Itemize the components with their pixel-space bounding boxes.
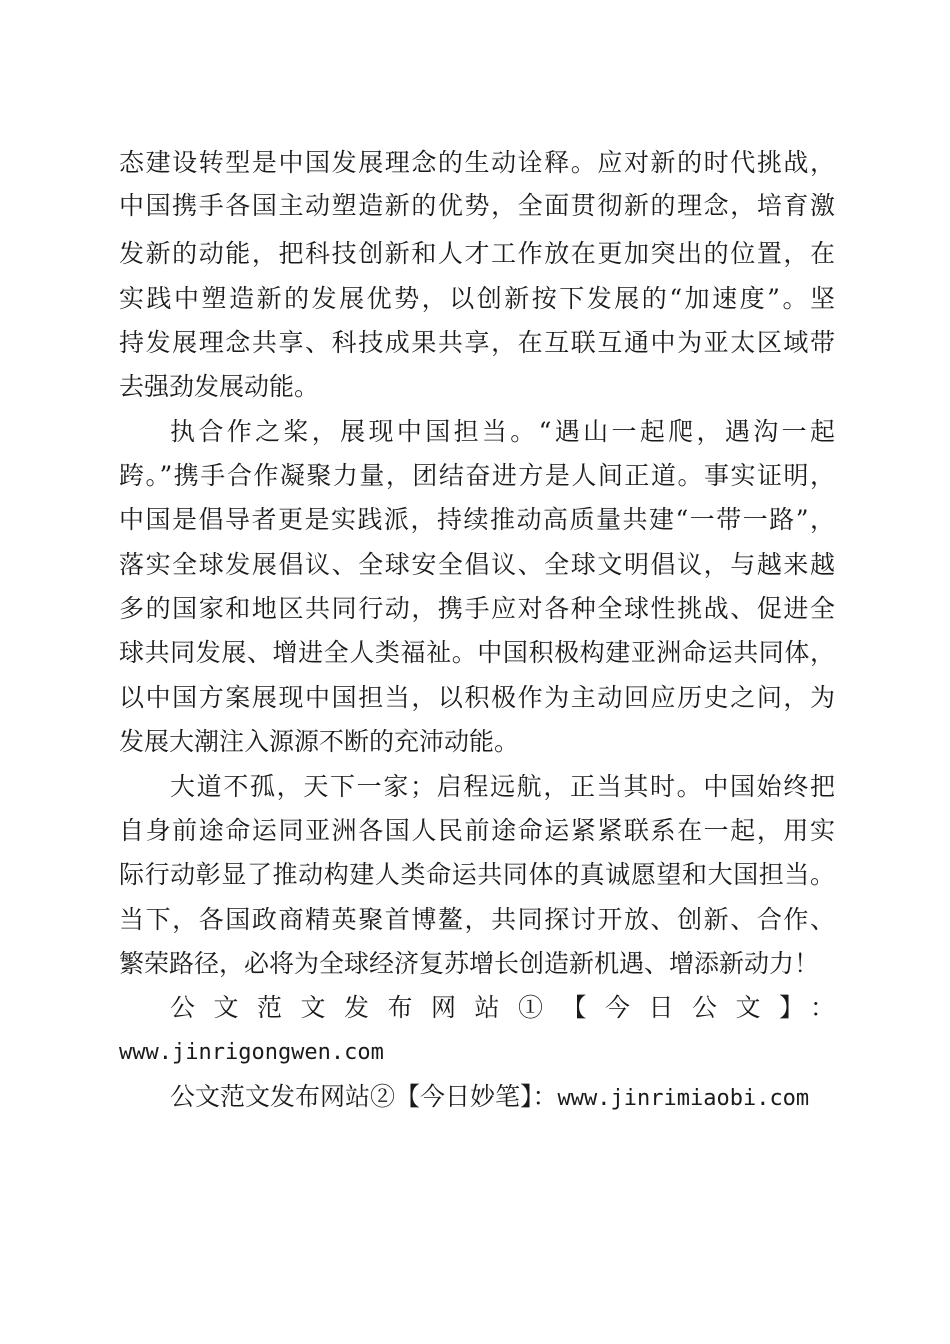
footer-site2-label: 公文范文发布网站②【今日妙笔】：: [170, 1082, 558, 1111]
paragraph-2-line-4: 落实全球发展倡议、全球安全倡议、全球文明倡议，与越来越: [119, 550, 835, 579]
paragraph-3-line-1: 大道不孤，天下一家；启程远航，正当其时。中国始终把: [170, 772, 835, 801]
paragraph-1-line-4: 实践中塑造新的发展优势，以创新按下发展的“加速度”。坚: [119, 284, 835, 313]
footer-site1-url[interactable]: www.jinrigongwen.com: [119, 1040, 384, 1065]
paragraph-2-line-6: 球共同发展、增进全人类福祉。中国积极构建亚洲命运共同体，: [119, 638, 835, 667]
paragraph-3-line-5: 繁荣路径，必将为全球经济复苏增长创造新机遇、增添新动力！: [119, 949, 820, 978]
paragraph-1-line-2: 中国携手各国主动塑造新的优势，全面贯彻新的理念，培育激: [119, 191, 835, 220]
paragraph-2-line-1: 执合作之桨，展现中国担当。“遇山一起爬，遇沟一起: [170, 417, 835, 446]
paragraph-2-line-2: 跨。”携手合作凝聚力量，团结奋进方是人间正道。事实证明，: [119, 461, 835, 490]
paragraph-3-line-4: 当下，各国政商精英聚首博鳌，共同探讨开放、创新、合作、: [119, 905, 835, 934]
paragraph-3-line-3: 际行动彰显了推动构建人类命运共同体的真诚愿望和大国担当。: [119, 860, 835, 889]
paragraph-3-line-2: 自身前途命运同亚洲各国人民前途命运紧紧联系在一起，用实: [119, 816, 835, 845]
paragraph-1-line-3: 发新的动能，把科技创新和人才工作放在更加突出的位置，在: [119, 239, 835, 268]
paragraph-1-line-6: 去强劲发展动能。: [119, 372, 320, 401]
footer-site2: [170, 1082, 835, 1112]
paragraph-2-line-3: 中国是倡导者更是实践派，持续推动高质量共建“一带一路”，: [119, 505, 835, 534]
paragraph-1-line-1: 态建设转型是中国发展理念的生动诠释。应对新的时代挑战，: [119, 148, 835, 177]
paragraph-1-line-5: 持发展理念共享、科技成果共享，在互联互通中为亚太区域带: [119, 328, 835, 357]
paragraph-2-line-7: 以中国方案展现中国担当，以积极作为主动回应历史之问，为: [119, 683, 835, 712]
footer-site1-label: 公文范文发布网站①【今日公文】：: [170, 993, 835, 1022]
footer-site2-url[interactable]: www.jinrimiaobi.com: [557, 1086, 810, 1111]
paragraph-2-line-5: 多的国家和地区共同行动，携手应对各种全球性挑战、促进全: [119, 594, 835, 623]
paragraph-2-line-8: 发展大潮注入源源不断的充沛动能。: [119, 727, 520, 756]
